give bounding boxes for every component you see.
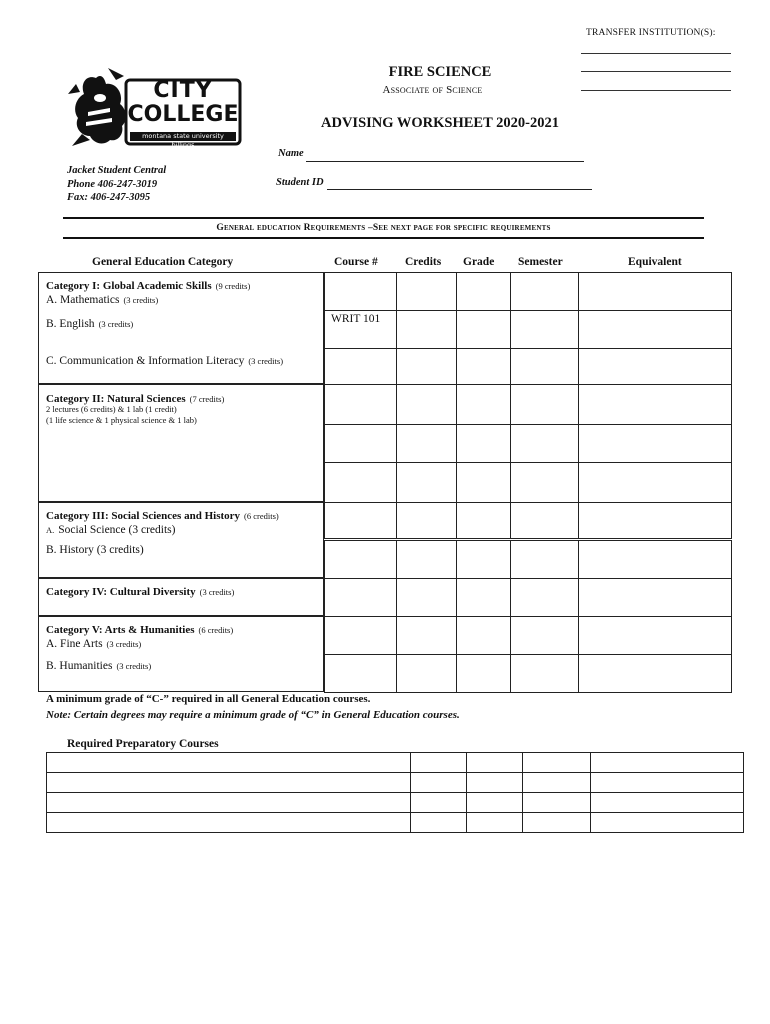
minimum-grade-note: A minimum grade of “C-” required in all General Education courses.: [46, 693, 371, 705]
logo-text-msub: montana state university billings: [142, 132, 224, 149]
prep-course-cell[interactable]: [410, 772, 467, 793]
degree-requirement-note: Note: Certain degrees may require a minimum grade of “C” in General Education courses.: [46, 709, 460, 721]
prep-course-cell[interactable]: [466, 812, 523, 833]
prep-course-cell[interactable]: [590, 772, 744, 793]
contact-info: [67, 164, 166, 205]
gen-ed-entry-cell[interactable]: [510, 348, 579, 385]
category-1-credits: (9 credits): [215, 281, 251, 291]
prep-course-cell[interactable]: [522, 752, 591, 773]
gen-ed-entry-cell[interactable]: [578, 578, 732, 617]
gen-ed-entry-cell[interactable]: [578, 424, 732, 463]
category-1a-label: A. Mathematics: [46, 294, 120, 306]
gen-ed-entry-cell[interactable]: [456, 272, 511, 311]
gen-ed-entry-cell[interactable]: [456, 578, 511, 617]
gen-ed-entry-cell[interactable]: [456, 348, 511, 385]
prep-course-cell[interactable]: [46, 752, 411, 773]
transfer-institution-line-3[interactable]: [581, 90, 731, 91]
gen-ed-entry-cell[interactable]: [510, 502, 579, 539]
prep-course-cell[interactable]: [522, 772, 591, 793]
transfer-institution-label: TRANSFER INSTITUTION(S):: [586, 28, 716, 38]
gen-ed-entry-cell[interactable]: [456, 310, 511, 349]
logo-text-college: COLLEGE: [127, 102, 239, 127]
column-header-equivalent: Equivalent: [628, 256, 682, 268]
name-field[interactable]: [306, 161, 584, 162]
category-5-title: Category V: Arts & Humanities: [46, 624, 195, 636]
contact-fax: Fax: 406-247-3095: [67, 192, 151, 203]
gen-ed-entry-cell[interactable]: [324, 424, 397, 463]
gen-ed-entry-cell[interactable]: [510, 424, 579, 463]
prep-course-cell[interactable]: [522, 792, 591, 813]
gen-ed-entry-cell[interactable]: [510, 616, 579, 655]
gen-ed-entry-cell[interactable]: [578, 310, 732, 349]
gen-ed-entry-cell[interactable]: [510, 310, 579, 349]
prep-course-cell[interactable]: [46, 772, 411, 793]
category-5b-label: B. Humanities: [46, 660, 113, 672]
category-5b-credits: (3 credits): [116, 661, 152, 671]
program-title: FIRE SCIENCE: [388, 64, 492, 80]
gen-ed-entry-cell[interactable]: [578, 540, 732, 579]
student-id-label: Student ID: [276, 177, 324, 188]
worksheet-title: ADVISING WORKSHEET 2020-2021: [321, 115, 559, 131]
gen-ed-entry-cell[interactable]: [456, 384, 511, 425]
prep-course-cell[interactable]: [466, 772, 523, 793]
gen-ed-entry-cell[interactable]: [510, 462, 579, 503]
category-5a-credits: (3 credits): [106, 639, 142, 649]
transfer-institution-line-1[interactable]: [581, 53, 731, 54]
section-divider-top: [63, 217, 704, 219]
gen-ed-entry-cell[interactable]: [396, 348, 457, 385]
category-2-credits: (7 credits): [189, 394, 225, 404]
gen-ed-entry-cell[interactable]: [510, 578, 579, 617]
gen-ed-entry-cell[interactable]: [396, 502, 457, 539]
city-college-logo: [66, 64, 244, 150]
gen-ed-entry-cell[interactable]: [510, 540, 579, 579]
column-header-grade: Grade: [463, 256, 495, 268]
gen-ed-entry-cell[interactable]: [324, 502, 397, 539]
contact-office: Jacket Student Central: [67, 165, 167, 176]
category-1b-label: B. English: [46, 318, 95, 330]
degree-title: Associate of Science: [382, 84, 483, 96]
category-4-block: [38, 578, 324, 616]
gen-ed-entry-cell[interactable]: [324, 616, 397, 655]
gen-ed-entry-cell[interactable]: [396, 310, 457, 349]
gen-ed-entry-cell[interactable]: [578, 616, 732, 655]
category-3a-prefix: A.: [46, 525, 55, 535]
category-3b-label: B. History (3 credits): [46, 544, 144, 556]
gen-ed-entry-cell[interactable]: [578, 384, 732, 425]
gen-ed-entry-cell[interactable]: [456, 616, 511, 655]
gen-ed-entry-cell[interactable]: [396, 272, 457, 311]
prep-course-cell[interactable]: [46, 792, 411, 813]
gen-ed-entry-cell[interactable]: [324, 654, 397, 693]
prep-course-cell[interactable]: [410, 812, 467, 833]
prep-courses-title: Required Preparatory Courses: [67, 738, 219, 750]
column-header-category: General Education Category: [92, 256, 234, 268]
gen-ed-entry-cell[interactable]: [396, 654, 457, 693]
category-3-credits: (6 credits): [244, 511, 279, 521]
category-5-block: [38, 616, 324, 692]
category-5a-label: A. Fine Arts: [46, 638, 103, 650]
section-divider-bottom: [63, 237, 704, 239]
column-header-credits: Credits: [405, 256, 442, 268]
gen-ed-entry-cell[interactable]: [510, 384, 579, 425]
prep-course-cell[interactable]: [590, 792, 744, 813]
gen-ed-entry-cell[interactable]: [578, 272, 732, 311]
category-3-title: Category III: Social Sciences and History: [46, 510, 241, 522]
gen-ed-entry-cell[interactable]: [324, 384, 397, 425]
english-course-number: WRIT 101: [331, 313, 381, 325]
gen-ed-entry-cell[interactable]: [456, 540, 511, 579]
prep-course-cell[interactable]: [46, 812, 411, 833]
contact-phone: Phone 406-247-3019: [67, 178, 158, 190]
gen-ed-entry-cell[interactable]: [456, 424, 511, 463]
gen-ed-entry-cell[interactable]: [396, 424, 457, 463]
gen-ed-entry-cell[interactable]: [510, 654, 579, 693]
column-header-course: Course #: [334, 256, 378, 268]
gen-ed-entry-cell[interactable]: [324, 540, 397, 579]
student-id-field[interactable]: [327, 189, 592, 190]
prep-course-cell[interactable]: [466, 792, 523, 813]
category-1c-credits: (3 credits): [248, 356, 284, 366]
prep-course-cell[interactable]: [466, 752, 523, 773]
category-3-block: [38, 502, 324, 578]
category-1a-credits: (3 credits): [123, 295, 159, 305]
category-5-credits: (6 credits): [198, 625, 234, 635]
gen-ed-entry-cell[interactable]: [456, 654, 511, 693]
gen-ed-entry-cell[interactable]: [396, 462, 457, 503]
prep-course-cell[interactable]: [410, 792, 467, 813]
prep-course-cell[interactable]: [410, 752, 467, 773]
gen-ed-entry-cell[interactable]: [510, 272, 579, 311]
gen-ed-entry-cell[interactable]: [578, 502, 732, 539]
gen-ed-entry-cell[interactable]: [396, 540, 457, 579]
gen-ed-section-title: General education Requirements –See next page for specific requirements: [216, 223, 551, 233]
gen-ed-entry-cell[interactable]: [324, 578, 397, 617]
gen-ed-entry-cell[interactable]: [324, 462, 397, 503]
category-2-note-1: 2 lectures (6 credits) & 1 lab (1 credit): [46, 404, 177, 414]
gen-ed-entry-cell[interactable]: [396, 616, 457, 655]
gen-ed-entry-cell[interactable]: [396, 578, 457, 617]
gen-ed-entry-cell[interactable]: [578, 654, 732, 693]
category-1c-label: C. Communication & Information Literacy: [46, 355, 245, 367]
gen-ed-entry-cell[interactable]: [456, 462, 511, 503]
column-header-semester: Semester: [518, 256, 563, 268]
prep-course-cell[interactable]: [522, 812, 591, 833]
gen-ed-entry-cell[interactable]: [578, 462, 732, 503]
gen-ed-entry-cell[interactable]: [324, 348, 397, 385]
gen-ed-entry-cell[interactable]: [578, 348, 732, 385]
gen-ed-entry-cell[interactable]: [456, 502, 511, 539]
category-4-title: Category IV: Cultural Diversity: [46, 586, 196, 598]
category-1-title: Category I: Global Academic Skills: [46, 280, 212, 292]
category-2-block: [38, 384, 324, 502]
name-label: Name: [278, 148, 304, 159]
gen-ed-entry-cell[interactable]: [324, 272, 397, 311]
category-1b-credits: (3 credits): [98, 319, 134, 329]
category-1-block: [38, 272, 324, 384]
transfer-institution-line-2[interactable]: [581, 71, 731, 72]
gen-ed-entry-cell[interactable]: [396, 384, 457, 425]
logo-text-city: CITY: [153, 78, 213, 103]
category-3a-label: Social Science (3 credits): [58, 524, 176, 536]
prep-course-cell[interactable]: [590, 752, 744, 773]
prep-course-cell[interactable]: [590, 812, 744, 833]
category-2-note-2: (1 life science & 1 physical science & 1 lab): [46, 415, 197, 425]
category-2-title: Category II: Natural Sciences: [46, 393, 186, 405]
category-4-credits: (3 credits): [199, 587, 235, 597]
